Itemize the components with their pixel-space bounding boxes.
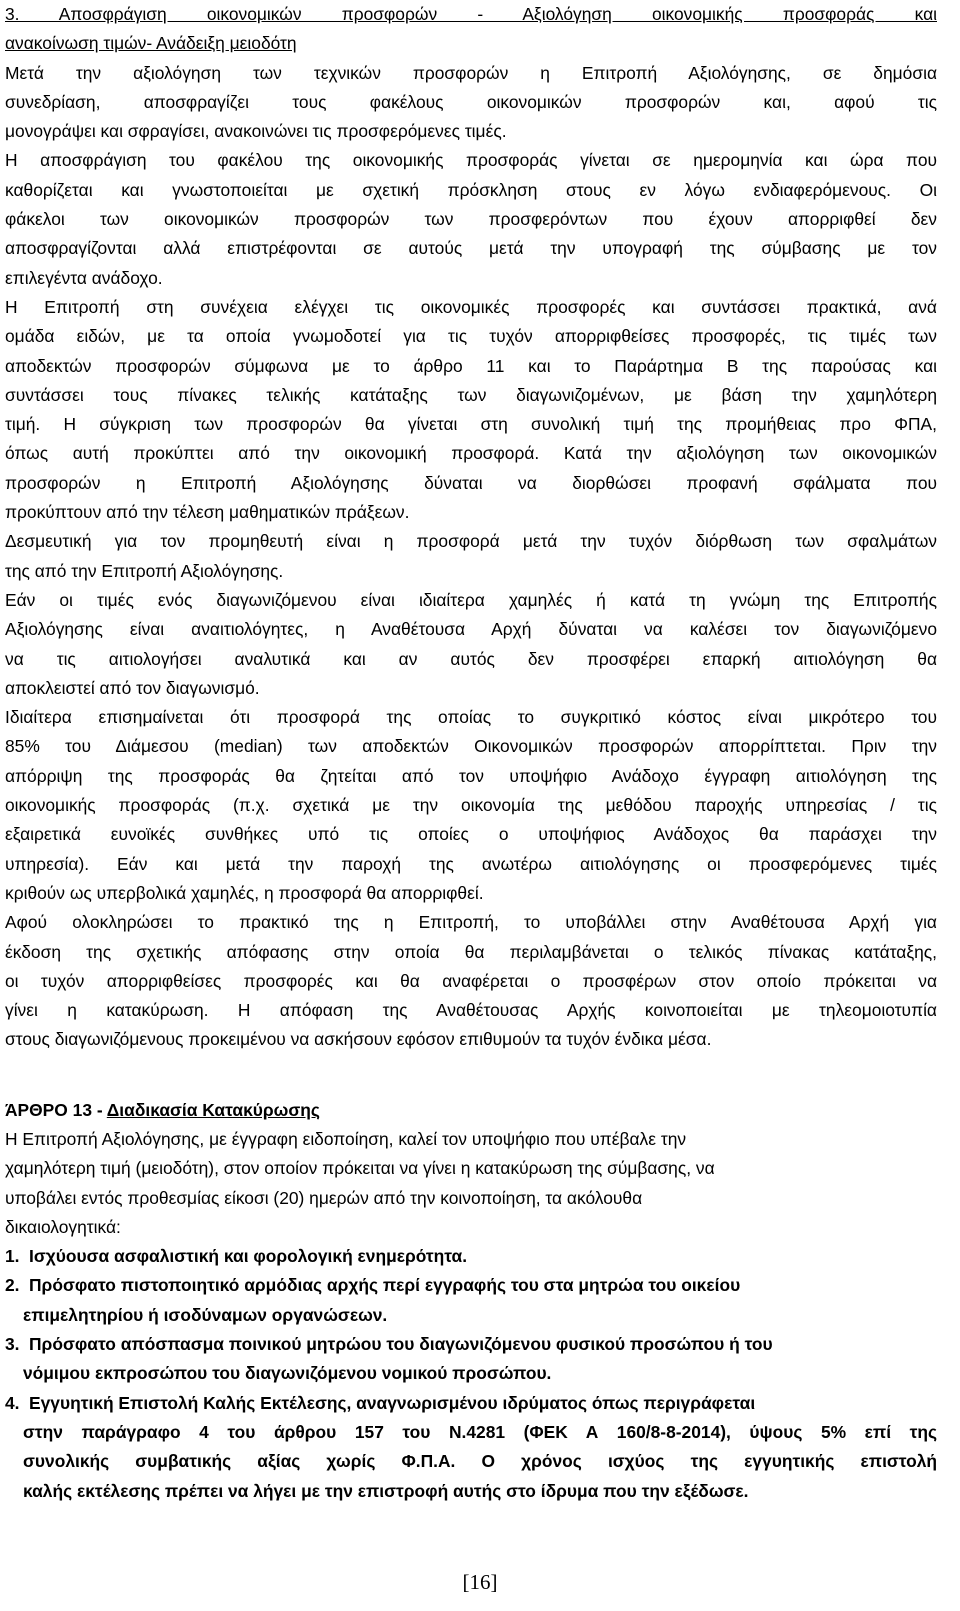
heading-line: 3. Αποσφράγιση οικονομικών προσφορών - Αξιολόγηση οικονομικής προσφοράς και [5, 4, 937, 24]
body-line: Μετά την αξιολόγηση των τεχνικών προσφορών η Επιτροπή Αξιολόγησης, σε δημόσια [5, 62, 937, 83]
list-item [5, 1271, 937, 1330]
body-line: γίνει η κατακύρωση. Η απόφαση της Αναθέτουσας Αρχής κοινοποιείται με τηλεομοιοτυπία [5, 1000, 937, 1021]
body-line: απόρριψη της προσφοράς θα ζητείται από τον υποψήφιο Ανάδοχο έγγραφη αιτιολόγηση της [5, 765, 937, 786]
list-item-text: καλής εκτέλεσης πρέπει να λήγει με την επιστροφή αυτής στο ίδρυμα που την εξέδωσε. [23, 1480, 749, 1501]
body-line: 85% του Διάμεσου (median) των αποδεκτών Οικονομικών προσφορών απορρίπτεται. Πριν την [5, 736, 937, 757]
body-line: οικονομικής προσφοράς (π.χ. σχετικά με την οικονομία της μεθόδου παροχής υπηρεσίας / τις [5, 795, 937, 816]
body-line: οι τυχόν απορριφθείσες προσφορές και θα αναφέρεται ο προσφέρων στον οποίο πρόκειται να [5, 970, 937, 991]
list-item-text: Πρόσφατο απόσπασμα ποινικού μητρώου του διαγωνιζόμενου φυσικού προσώπου ή του [29, 1334, 773, 1355]
list-item-text: στην παράγραφο 4 του άρθρου 157 του Ν.4281 (ΦΕΚ Α 160/8-8-2014), ύψους 5% επί της [23, 1421, 937, 1442]
list-item [5, 1242, 937, 1271]
body-line: Αφού ολοκληρώσει το πρακτικό της η Επιτροπή, το υποβάλλει στην Αναθέτουσα Αρχή για [5, 912, 937, 933]
article-13-name: Διαδικασία Κατακύρωσης [106, 1099, 320, 1120]
article-13-intro [5, 1125, 937, 1242]
body-line: Η Επιτροπή Αξιολόγησης, με έγγραφη ειδοποίηση, καλεί τον υποψήφιο που υπέβαλε την [5, 1128, 687, 1149]
list-item-number: 2. [5, 1275, 20, 1296]
list-item-number: 3. [5, 1334, 20, 1355]
body-line: συντάσσει τους πίνακες τελικής κατάταξης των διαγωνιζομένων, με βάση την χαμηλότερη [5, 384, 937, 405]
page-number: [16] [462, 1570, 498, 1594]
body-line: καθορίζεται και γνωστοποιείται με σχετική πρόσκληση στους εν λόγω ενδιαφερόμενους. Οι [5, 179, 937, 200]
article-13-title [5, 1096, 937, 1125]
body-line: να τις αιτιολογήσει αναλυτικά και αν αυτός δεν προσφέρει επαρκή αιτιολόγηση θα [5, 648, 937, 669]
body-line: της από την Επιτροπή Αξιολόγησης. [5, 560, 284, 581]
body-line: έκδοση της σχετικής απόφασης στην οποία θα περιλαμβάνεται ο τελικός πίνακας κατάταξης, [5, 941, 937, 962]
required-documents-list [5, 1242, 937, 1506]
list-item-text: Πρόσφατο πιστοποιητικό αρμόδιας αρχής περί εγγραφής του στα μητρώα του οικείου [29, 1275, 741, 1296]
body-line: δικαιολογητικά: [5, 1216, 121, 1237]
list-item-text: επιμελητηρίου ή ισοδύναμων οργανώσεων. [23, 1304, 388, 1325]
body-line: αποδεκτών προσφορών σύμφωνα με το άρθρο 11 και το Παράρτημα Β της παρούσας και [5, 355, 937, 376]
body-line: χαμηλότερη τιμή (μειοδότη), στον οποίον πρόκειται να γίνει η κατακύρωση της σύμβασης, να [5, 1158, 715, 1179]
document-page [5, 0, 937, 1506]
article-13-number: ΆΡΘΡΟ 13 - [5, 1099, 107, 1120]
list-item [5, 1389, 937, 1506]
list-item-text: νόμιμου εκπροσώπου του διαγωνιζόμενου νομικού προσώπου. [23, 1363, 552, 1384]
body-line: κριθούν ως υπερβολικά χαμηλές, η προσφορά θα απορριφθεί. [5, 882, 484, 903]
list-item-text: Εγγυητική Επιστολή Καλής Εκτέλεσης, αναγνωρισμένου ιδρύματος όπως περιγράφεται [29, 1392, 756, 1413]
body-line: προκύπτουν από την τέλεση μαθηματικών πράξεων. [5, 502, 410, 523]
section-gap [5, 1055, 937, 1096]
list-item-text: συνολικής συμβατικής αξίας χωρίς Φ.Π.Α. Ο χρόνος ισχύος της εγγυητικής επιστολή [23, 1451, 937, 1472]
body-line: στους διαγωνιζόμενους προκειμένου να ασκήσουν εφόσον επιθυμούν τα τυχόν ένδικα μέσα. [5, 1029, 712, 1050]
list-item-number: 1. [5, 1246, 20, 1267]
list-item [5, 1330, 937, 1389]
body-line: Εάν οι τιμές ενός διαγωνιζόμενου είναι ιδιαίτερα χαμηλές ή κατά τη γνώμη της Επιτροπής [5, 589, 937, 610]
body-line: υποβάλει εντός προθεσμίας είκοσι (20) ημερών από την κοινοποίηση, τα ακόλουθα [5, 1187, 643, 1208]
body-line: υπηρεσία). Εάν και μετά την παροχή της ανωτέρω αιτιολόγησης οι προσφερόμενες τιμές [5, 853, 937, 874]
list-item-number: 4. [5, 1392, 20, 1413]
body-line: φάκελοι των οικονομικών προσφορών των προσφερόντων που έχουν απορριφθεί δεν [5, 209, 937, 230]
body-line: συνεδρίαση, αποσφραγίζει τους φακέλους οικονομικών προσφορών και, αφού τις [5, 91, 937, 112]
body-line: Δεσμευτική για τον προμηθευτή είναι η προσφορά μετά την τυχόν διόρθωση των σφαλμάτων [5, 531, 937, 552]
body-line: εξαιρετικά ευνοϊκές συνθήκες υπό τις οποίες ο υποψήφιος Ανάδοχος θα παράσχει την [5, 824, 937, 845]
body-line: επιλεγέντα ανάδοχο. [5, 267, 163, 288]
body-line: τιμή. Η σύγκριση των προσφορών θα γίνεται στη συνολική τιμή της προμήθειας προ ΦΠΑ, [5, 414, 937, 435]
body-line: όπως αυτή προκύπτει από την οικονομική προσφορά. Κατά την αξιολόγηση των οικονομικών [5, 443, 937, 464]
heading-line: ανακοίνωση τιμών- Ανάδειξη μειοδότη [5, 33, 297, 54]
section-3-body [5, 59, 937, 1055]
body-line: Ιδιαίτερα επισημαίνεται ότι προσφορά της οποίας το συγκριτικό κόστος είναι μικρότερο του [5, 707, 937, 728]
body-line: προσφορών η Επιτροπή Αξιολόγησης δύναται να διορθώσει προφανή σφάλματα που [5, 472, 937, 493]
body-line: Αξιολόγησης είναι αναιτιολόγητες, η Αναθέτουσα Αρχή δύναται να καλέσει τον διαγωνιζόμενο [5, 619, 937, 640]
list-item-text: Ισχύουσα ασφαλιστική και φορολογική ενημερότητα. [29, 1246, 468, 1267]
body-line: μονογράψει και σφραγίσει, ανακοινώνει τις προσφερόμενες τιμές. [5, 121, 507, 142]
body-line: Η αποσφράγιση του φακέλου της οικονομικής προσφοράς γίνεται σε ημερομηνία και ώρα που [5, 150, 937, 171]
body-line: αποκλειστεί από τον διαγωνισμό. [5, 677, 260, 698]
body-line: Η Επιτροπή στη συνέχεια ελέγχει τις οικονομικές προσφορές και συντάσσει πρακτικά, ανά [5, 296, 937, 317]
section-3-heading [5, 0, 937, 59]
body-line: ομάδα ειδών, με τα οποία γνωμοδοτεί για τις τυχόν απορριφθείσες προσφορές, τις τιμές των [5, 326, 937, 347]
body-line: αποσφραγίζονται αλλά επιστρέφονται σε αυτούς μετά την υπογραφή της σύμβασης με τον [5, 238, 937, 259]
